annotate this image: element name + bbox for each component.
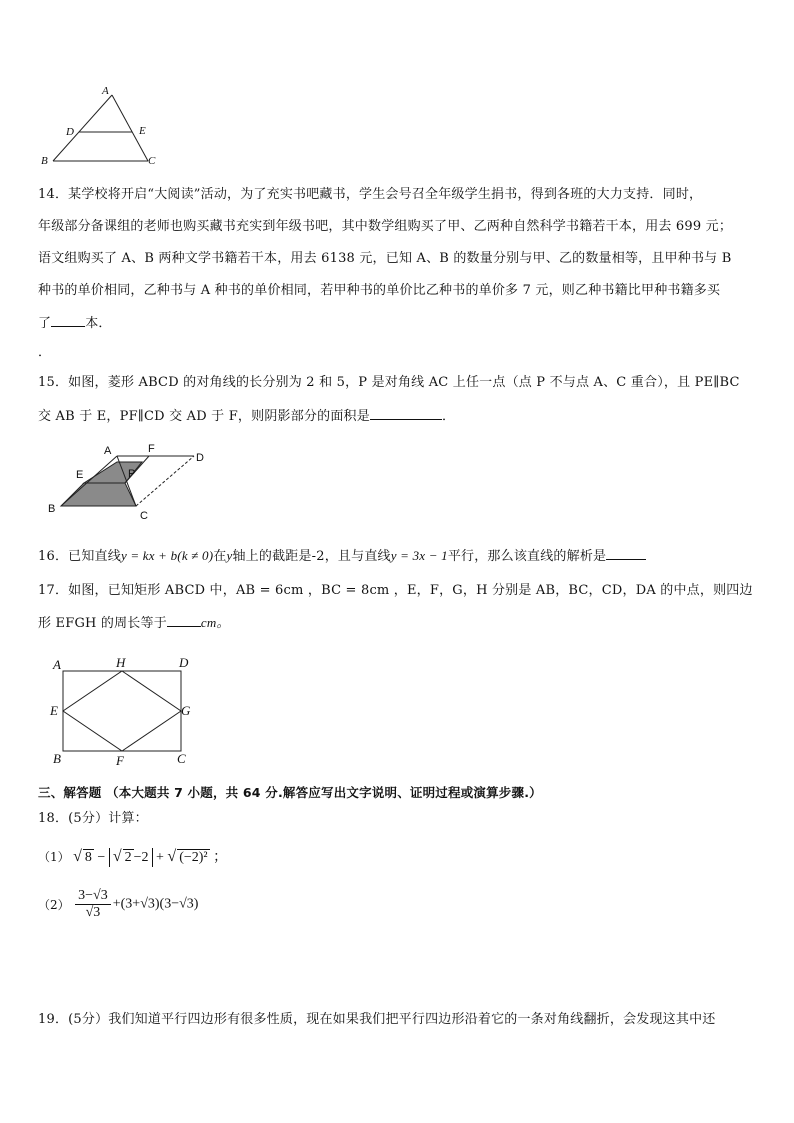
q14-line-4: 种书的单价相同，乙种书与 A 种书的单价相同，若甲种书的单价比乙种书的单价多 7 元，则乙种书籍比甲种书籍多买 [38, 283, 721, 298]
q18-p1-sqrt-3: (−2)² [179, 850, 208, 865]
q18-part-1 [38, 846, 227, 866]
q15-answer-blank[interactable] [370, 406, 442, 420]
radical-sign-icon: √ [73, 848, 82, 865]
q18-p1-label: （1） [38, 850, 70, 864]
q18-p1-end: ； [213, 850, 228, 865]
side-ab [53, 95, 112, 161]
q18-p1-sqrt-1: 8 [84, 850, 92, 865]
q17-answer-blank[interactable] [167, 613, 201, 627]
q14-line-2: 年级部分备课组的老师也购买藏书充实到年级书吧，其中数学组购买了甲、乙两种自然科学书籍若干本，用去 699 元； [38, 219, 733, 234]
q16-answer-blank[interactable] [606, 546, 646, 560]
label-b: B [48, 503, 56, 515]
q14-text-b: 本． [85, 316, 112, 331]
q16-mid-1: 在 [213, 549, 227, 564]
q16-suffix: 平行，那么该直线的解析是 [447, 549, 607, 564]
q18-p1-minus-2: −2 [133, 850, 149, 865]
q14-line-5 [38, 313, 758, 333]
label-d: D [179, 655, 189, 670]
q18-p2-label: （2） [38, 898, 70, 912]
q16-equation-2: y = 3x − 1 [390, 548, 448, 563]
label-c: C [140, 510, 148, 522]
q16-axis: y [226, 548, 233, 563]
q18-p1-sqrt-2: 2 [124, 850, 132, 865]
label-g: G [181, 703, 191, 718]
rectangle-figure [44, 652, 204, 770]
q17-text-a: 形 EFGH 的周长等于 [38, 616, 167, 631]
label-b: B [53, 751, 61, 766]
q15-line-2 [38, 406, 758, 426]
label-c: C [148, 155, 156, 167]
q18-p1-abs [109, 848, 153, 867]
q14-line-1: 14．某学校将开启“大阅读”活动，为了充实书吧藏书，学生会号召全年级学生捐书，得到各班的大力支持．同时， [38, 187, 703, 202]
q18-p2-denominator: √3 [85, 905, 101, 920]
q14-text-a: 了 [38, 316, 52, 331]
q18-title: 18．(5分）计算： [38, 811, 148, 826]
label-e: E [76, 469, 84, 481]
side-cd [136, 456, 194, 506]
q18-p2-fraction [75, 888, 111, 921]
q18-p2-numerator: 3−√3 [75, 888, 111, 905]
q15-text-a: 交 AB 于 E，PF∥CD 交 AD 于 F，则阴影部分的面积是 [38, 409, 370, 424]
label-b: B [41, 155, 48, 167]
shaded-region-lower [61, 483, 136, 506]
triangle-figure [38, 84, 163, 170]
q18-p2-rest: +(3+√3)(3−√3) [112, 896, 199, 912]
label-d: D [66, 126, 74, 138]
q15-text-b: ． [441, 409, 456, 424]
label-f: F [148, 443, 155, 455]
q17-text-b: cm。 [200, 615, 230, 630]
q18-p1-plus: + [156, 850, 164, 865]
radical-sign-icon: √ [167, 848, 177, 865]
label-p: P [128, 468, 136, 480]
rhombus-figure [44, 440, 214, 524]
section-3-title: 三、解答题 （本大题共 7 小题，共 64 分.解答应写出文字说明、证明过程或演算步骤.） [38, 785, 542, 800]
label-a: A [102, 85, 109, 97]
q17-line-2 [38, 613, 758, 633]
q18-p1-minus: − [97, 850, 106, 865]
label-h: H [116, 655, 126, 670]
q15-line-1: 15．如图，菱形 ABCD 的对角线的长分别为 2 和 5，P 是对角线 AC 上任一点（点 P 不与点 A、C 重合），且 PE∥BC [38, 375, 740, 390]
rectangle-abcd [63, 671, 181, 751]
radical-sign-icon: √ [112, 848, 122, 865]
label-e: E [139, 125, 146, 137]
q19-line-1: 19．(5分）我们知道平行四边形有很多性质，现在如果我们把平行四边形沿着它的一条对角线翻折，会发现这其中还 [38, 1012, 716, 1027]
q16-mid-2: 轴上的截距是-2，且与直线 [232, 549, 391, 564]
q14-line-3: 语文组购买了 A、B 两种文学书籍若干本，用去 6138 元，已知 A、B 的数量分别与甲、乙的数量相等，且甲种书与 B [38, 251, 732, 266]
label-d: D [196, 452, 204, 464]
q16-line [38, 546, 758, 566]
q18-part-2 [38, 888, 198, 921]
label-c: C [177, 751, 186, 766]
q16-equation-1: y = kx + b(k ≠ 0) [120, 548, 214, 563]
label-a: A [104, 445, 112, 457]
quadrilateral-efgh [63, 671, 181, 751]
q17-line-1: 17．如图，已知矩形 ABCD 中，AB = 6cm ，BC = 8cm ，E，F，G，H 分别是 AB，BC，CD，DA 的中点，则四边 [38, 583, 753, 598]
q16-prefix: 16．已知直线 [38, 549, 121, 564]
label-f: F [116, 753, 124, 768]
q14-answer-blank[interactable] [51, 313, 85, 327]
q14-dot: ． [38, 345, 52, 360]
label-e: E [50, 703, 58, 718]
label-a: A [53, 657, 61, 672]
